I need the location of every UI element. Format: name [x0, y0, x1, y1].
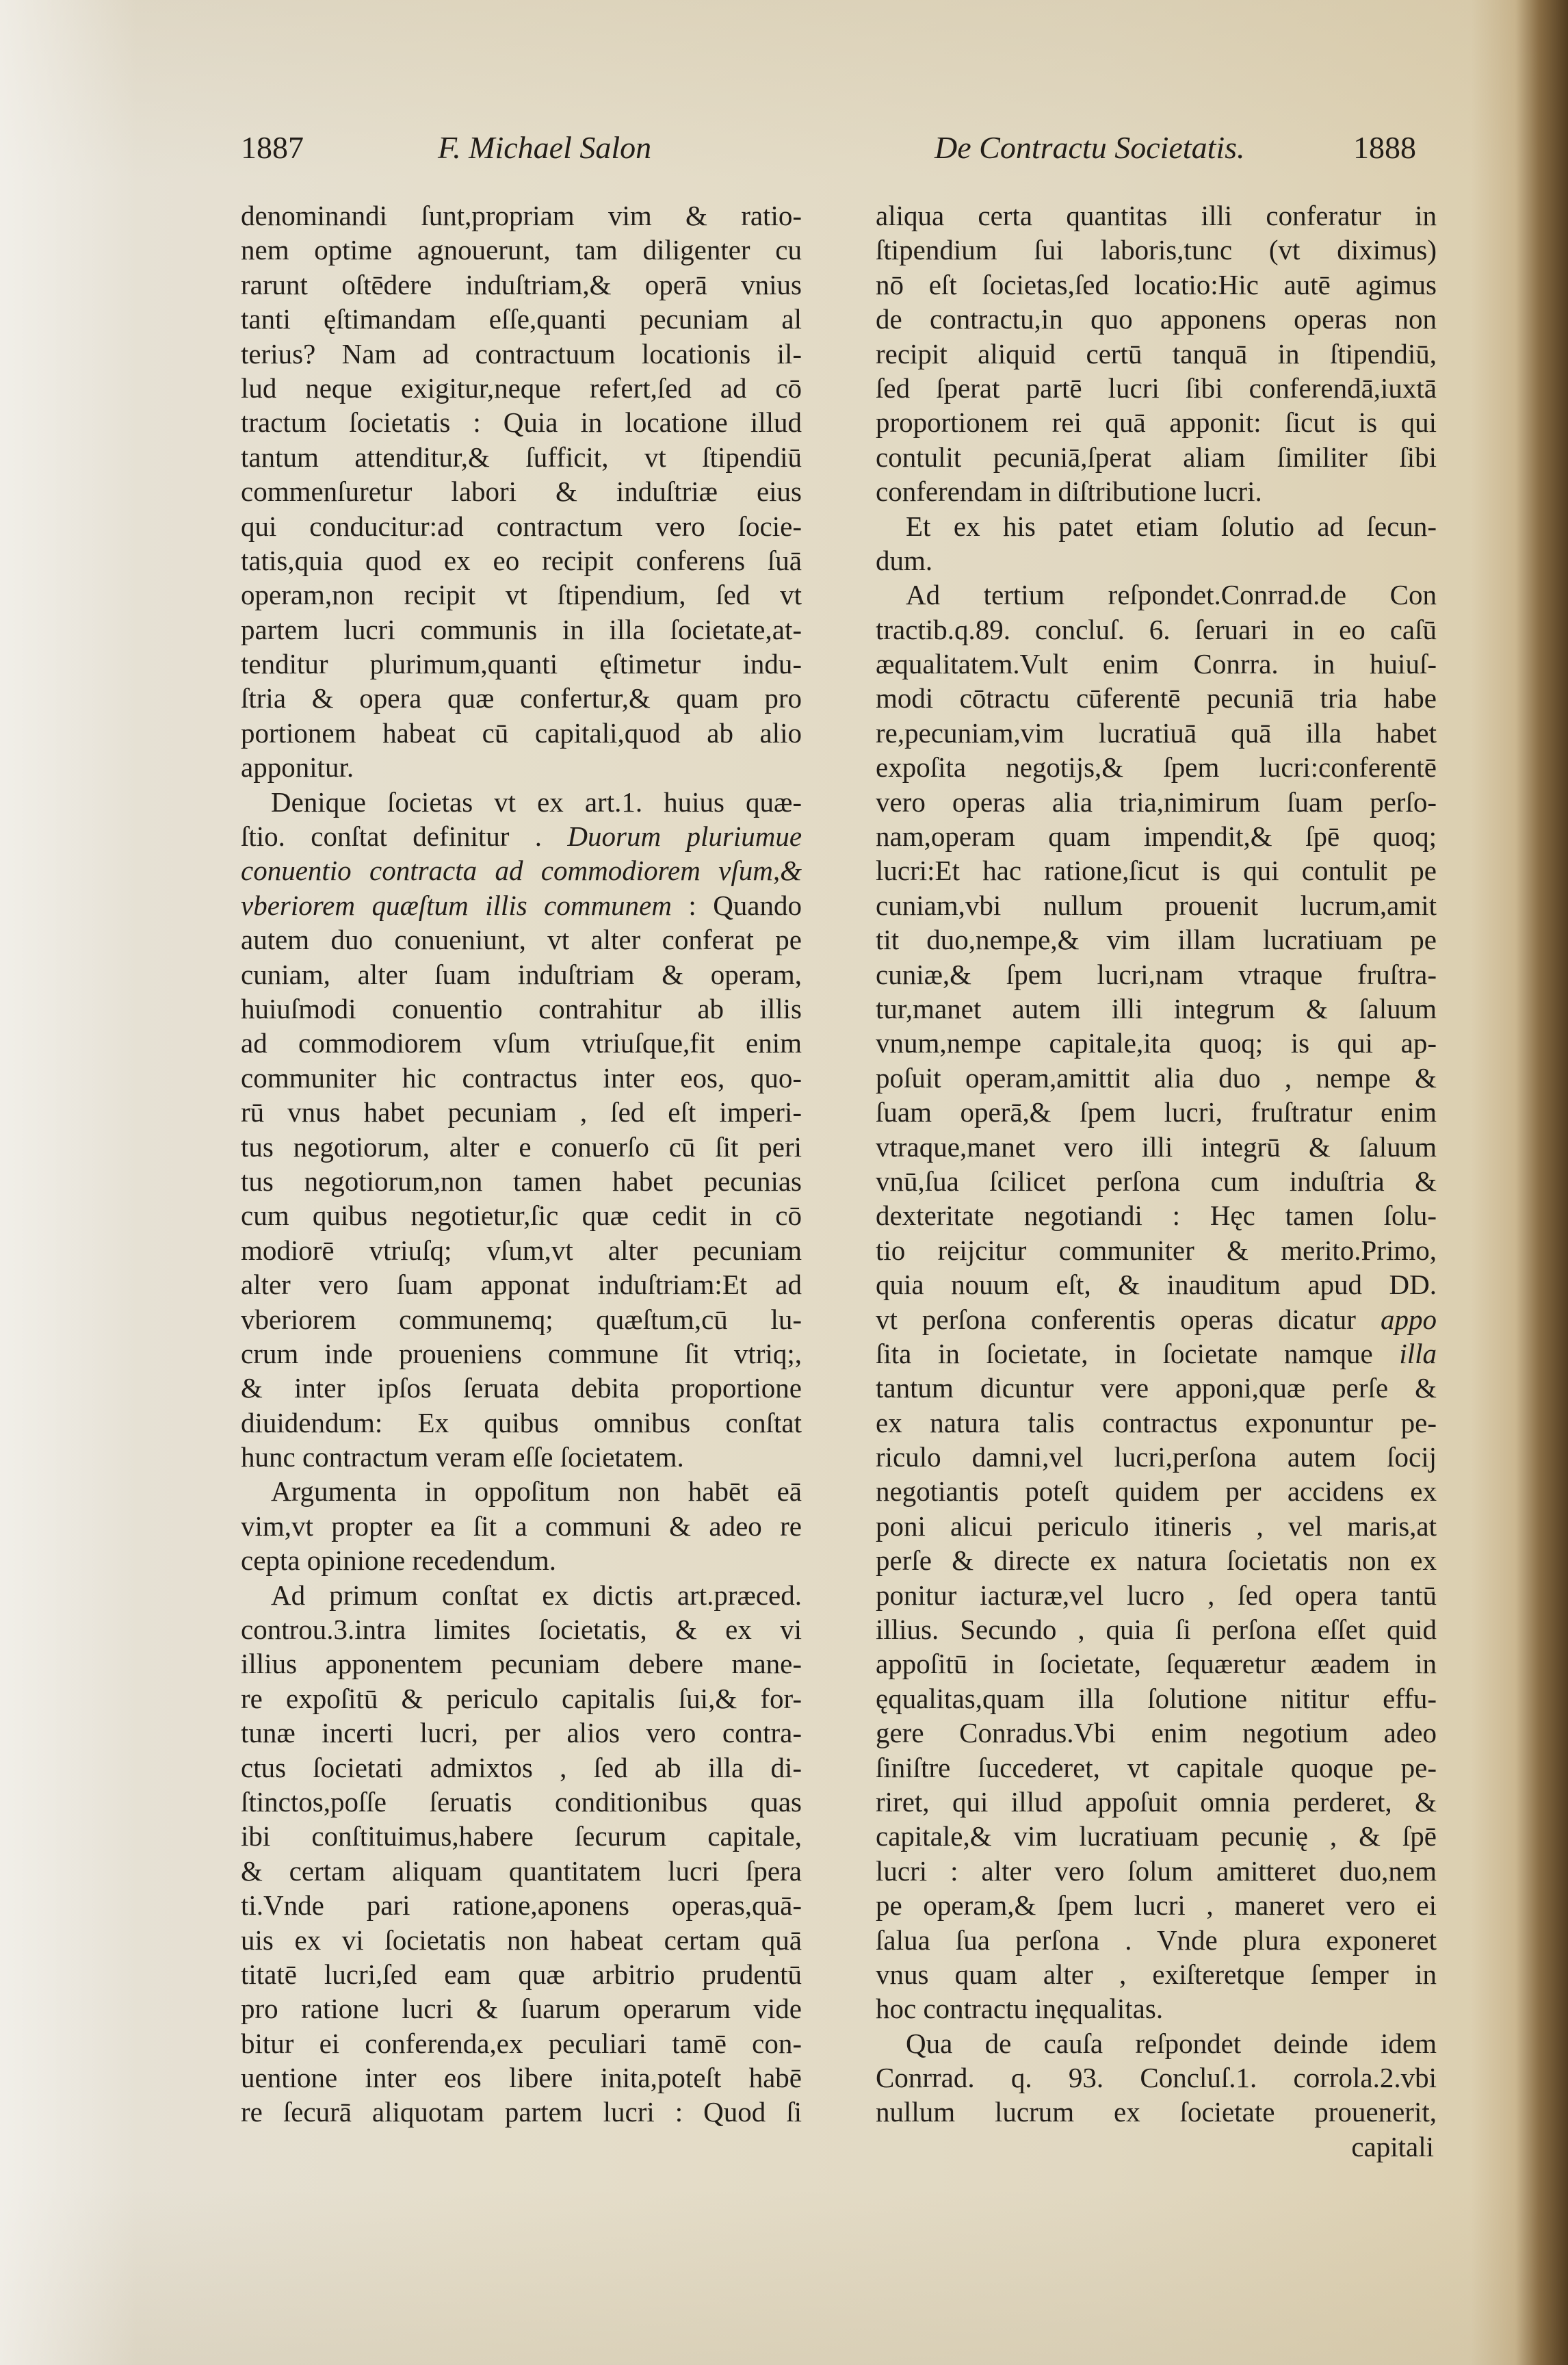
text-line: æqualitatem.Vult enim Conrra. in huiuſ- [876, 648, 1437, 680]
text-line: quia nouum eſt, & inauditum apud DD. [876, 1269, 1437, 1301]
running-head-title: De Contractu Societatis. [935, 130, 1245, 165]
catchword: capitali [1351, 2130, 1434, 2162]
italic-text: conuentio contracta ad commodiorem vſum,& [241, 855, 802, 887]
text-line: titatē lucri,ſed eam quæ arbitrio prudentū [241, 1958, 802, 1990]
text-line: operam,non recipit vt ſtipendium, ſed vt [241, 579, 802, 611]
text-line: cum quibus negotietur,ſic quæ cedit in cō [241, 1200, 802, 1232]
page-number-left: 1887 [241, 130, 304, 165]
text-line: hoc contractu inęqualitas. [876, 1993, 1164, 2025]
text-line: tio reijcitur communiter & merito.Primo, [876, 1234, 1437, 1266]
text-line: & inter ipſos ſeruata debita proportione [241, 1372, 802, 1404]
text-line: Denique ſocietas vt ex art.1. huius quæ- [271, 786, 802, 818]
text-line: vim,vt propter ea ſit a communi & adeo re [241, 1510, 802, 1542]
text-line: ſuam operā,& ſpem lucri, fruſtratur enim [876, 1096, 1437, 1128]
text-line: cuniæ,& ſpem lucri,nam vtraque fruſtra- [876, 958, 1437, 990]
text-line: ſed ſperat partē lucri ſibi conferendā,iuxtā [876, 372, 1437, 404]
text-segment: ſtio. conſtat definitur . [241, 820, 568, 853]
text-line: huiuſmodi conuentio contrahitur ab illis [241, 992, 802, 1024]
text-line: tit duo,nempe,& vim illam lucratiuam pe [876, 924, 1437, 956]
text-line: rū vnus habet pecuniam , ſed eſt imperi- [241, 1096, 802, 1128]
text-line: tus negotiorum,non tamen habet pecunias [241, 1165, 802, 1197]
text-line: re ſecurā aliquotam partem lucri : Quod ſi [241, 2096, 802, 2128]
text-line: controu.3.intra limites ſocietatis, & ex vi [241, 1614, 802, 1646]
italic-text: Duorum pluriumue [567, 820, 802, 853]
text-line: nullum lucrum ex ſocietate prouenerit, [876, 2096, 1437, 2128]
text-line: cuniam,vbi nullum prouenit lucrum,amit [876, 889, 1437, 921]
text-line: re,pecuniam,vim lucratiuā quā illa habet [876, 716, 1437, 749]
text-line: ſiniſtre ſuccederet, vt capitale quoque pe- [876, 1751, 1437, 1783]
text-line: aliqua certa quantitas illi conferatur in [876, 200, 1437, 231]
text-line: nam,operam quam impendit,& ſpē quoq; [876, 820, 1437, 853]
text-line: poni alicui periculo itineris , vel maris,at [876, 1510, 1437, 1542]
text-line: terius? Nam ad contractuum locationis il- [241, 337, 802, 370]
text-line: lucri : alter vero ſolum amitteret duo,nem [876, 1854, 1437, 1887]
text-line: tractib.q.89. concluſ. 6. ſeruari in eo caſū [876, 613, 1437, 645]
text-line: ſtinctos,poſſe ſeruatis conditionibus quas [241, 1785, 802, 1818]
text-line: bitur ei conferenda,ex peculiari tamē con- [241, 2027, 802, 2059]
page-number-right: 1888 [1353, 130, 1416, 165]
text-line: contulit pecuniā,ſperat aliam ſimiliter ſibi [876, 441, 1437, 473]
text-line: re expoſitū & periculo capitalis ſui,& for- [241, 1682, 802, 1714]
text-line: tantum dicuntur vere apponi,quæ perſe & [876, 1372, 1437, 1404]
text-line: Conrrad. q. 93. Concluſ.1. corrola.2.vbi [876, 2062, 1437, 2094]
text-line: nem optime agnouerunt, tam diligenter cu [241, 234, 802, 266]
text-line: perſe & directe ex natura ſocietatis non ex [876, 1545, 1437, 1577]
paragraph [876, 509, 1437, 578]
text-line: crum inde proueniens commune ſit vtriq;, [241, 1337, 802, 1369]
text-line: pro ratione lucri & ſuarum operarum vide [241, 1993, 802, 2025]
paragraph [241, 198, 802, 785]
text-line: tenditur plurimum,quanti ęſtimetur indu- [241, 648, 802, 680]
right-column [876, 198, 1437, 2164]
text-line: appoſitū in ſocietate, ſequæretur æadem in [876, 1648, 1437, 1680]
text-line: communiter hic contractus inter eos, quo- [241, 1061, 802, 1094]
text-line: vnus quam alter , exiſteretque ſemper in [876, 1958, 1437, 1990]
text-line: tanti ęſtimandam eſſe,quanti pecuniam al [241, 303, 802, 335]
text-line: tractum ſocietatis : Quia in locatione illud [241, 406, 802, 439]
running-head-author: F. Michael Salon [438, 130, 652, 165]
text-line: tus negotiorum, alter e conuerſo cū ſit peri [241, 1130, 802, 1163]
paragraph [876, 2026, 1437, 2130]
text-line [241, 819, 802, 853]
text-line: riculo damni,vel lucri,perſona autem ſocij [876, 1441, 1437, 1473]
paragraph [241, 785, 802, 1475]
italic-text: illa [1399, 1337, 1437, 1369]
paragraph [241, 1474, 802, 1577]
text-line [241, 888, 802, 922]
text-line: ęqualitas,quam illa ſolutione nititur effu- [876, 1682, 1437, 1714]
text-line: conferendam in diſtributione lucri. [876, 476, 1262, 508]
italic-text: appo [1381, 1303, 1437, 1335]
text-line: Qua de cauſa reſpondet deinde idem [906, 2027, 1437, 2059]
text-line: lucri:Et hac ratione,ſicut is qui contulit pe [876, 855, 1437, 887]
text-line: vberiorem communemq; quæſtum,cū lu- [241, 1303, 802, 1335]
paragraph [876, 578, 1437, 2026]
text-line: proportionem rei quā apponit: ſicut is qui [876, 406, 1437, 439]
text-segment: : Quando [671, 889, 802, 921]
text-line: apponitur. [241, 751, 354, 784]
text-line: partem lucri communis in illa ſocietate,at- [241, 613, 802, 645]
text-line: recipit aliquid certū tanquā in ſtipendiū, [876, 337, 1437, 370]
left-column [241, 198, 802, 2130]
text-line: pe operam,& ſpem lucri , maneret vero ei [876, 1889, 1437, 1922]
text-line: ti.Vnde pari ratione,aponens operas,quā- [241, 1889, 802, 1922]
text-line: capitale,& vim lucratiuam pecunię , & ſpē [876, 1820, 1437, 1852]
text-line: lud neque exigitur,neque refert,ſed ad cō [241, 372, 802, 404]
text-line: cuniam, alter ſuam induſtriam & operam, [241, 958, 802, 990]
text-segment: ſita in ſocietate, in ſocietate namque [876, 1337, 1400, 1369]
text-line: dexteritate negotiandi : Hęc tamen ſolu- [876, 1200, 1437, 1232]
text-line: modi cōtractu cūferentē pecuniā tria habe [876, 682, 1437, 714]
text-segment: vt perſona conferentis operas dicatur [876, 1303, 1381, 1335]
text-line: & certam aliquam quantitatem lucri ſpera [241, 1854, 802, 1887]
text-line: expoſita negotijs,& ſpem lucri:conferentē [876, 751, 1437, 784]
text-line: vero operas alia tria,nimirum ſuam perſo- [876, 786, 1437, 818]
text-line: qui conducitur:ad contractum vero ſocie- [241, 510, 802, 542]
text-line: ctus ſocietati admixtos , ſed ab illa di- [241, 1751, 802, 1783]
text-line: uentione inter eos libere inita,poteſt habē [241, 2062, 802, 2094]
text-line [876, 1336, 1437, 1371]
text-line: Argumenta in oppoſitum non habēt eā [271, 1475, 802, 1508]
text-line: uis ex vi ſocietatis non habeat certam quā [241, 1924, 802, 1956]
text-line: vnū,ſua ſcilicet perſona cum induſtria & [876, 1165, 1437, 1197]
text-line: modiorē vtriuſq; vſum,vt alter pecuniam [241, 1234, 802, 1266]
text-line: autem duo conueniunt, vt alter conferat pe [241, 924, 802, 956]
text-line: illius. Secundo , quia ſi perſona eſſet quid [876, 1614, 1437, 1646]
text-line: ſtria & opera quæ confertur,& quam pro [241, 682, 802, 714]
text-line: commenſuretur labori & induſtriæ eius [241, 476, 802, 508]
text-line: tantum attenditur,& ſufficit, vt ſtipendiū [241, 441, 802, 473]
text-line: portionem habeat cū capitali,quod ab alio [241, 716, 802, 749]
paragraph [876, 198, 1437, 509]
text-line: vnum,nempe capitale,ita quoq; is qui ap- [876, 1027, 1437, 1059]
text-line: ad commodiorem vſum vtriuſque,fit enim [241, 1027, 802, 1059]
paragraph [241, 1578, 802, 2130]
text-line: vtraque,manet vero illi integrū & ſaluum [876, 1130, 1437, 1163]
text-line: diuidendum: Ex quibus omnibus conſtat [241, 1406, 802, 1438]
text-line: ſtipendium ſui laboris,tunc (vt diximus) [876, 234, 1437, 266]
text-line: rarunt oſtēdere induſtriam,& operā vnius [241, 268, 802, 300]
text-line: ex natura talis contractus exponuntur pe- [876, 1406, 1437, 1438]
text-line: dum. [876, 544, 933, 576]
text-line: ponitur iacturæ,vel lucro , ſed opera tantū [876, 1579, 1437, 1611]
text-line: poſuit operam,amittit alia duo , nempe & [876, 1061, 1437, 1094]
text-line: tur,manet autem illi integrum & ſaluum [876, 992, 1437, 1024]
text-line: illius apponentem pecuniam debere mane- [241, 1648, 802, 1680]
text-line: Ad tertium reſpondet.Conrrad.de Con [906, 579, 1437, 611]
text-line: Ad primum conſtat ex dictis art.præced. [271, 1579, 802, 1611]
text-line: alter vero ſuam apponat induſtriam:Et ad [241, 1269, 802, 1301]
text-line: nō eſt ſocietas,ſed locatio:Hic autē agimus [876, 268, 1437, 300]
text-line [241, 853, 802, 888]
text-line [876, 1302, 1437, 1336]
text-line: cepta opinione recedendum. [241, 1545, 557, 1577]
text-line: riret, qui illud appoſuit omnia perderet, & [876, 1785, 1437, 1818]
text-line: ibi conſtituimus,habere ſecurum capitale, [241, 1820, 802, 1852]
text-line: tatis,quia quod ex eo recipit conferens ſuā [241, 544, 802, 576]
text-line: hunc contractum veram eſſe ſocietatem. [241, 1441, 684, 1473]
text-line: tunæ incerti lucri, per alios vero contra- [241, 1717, 802, 1749]
italic-text: vberiorem quæſtum illis communem [241, 889, 672, 921]
text-line: gere Conradus.Vbi enim negotium adeo [876, 1717, 1437, 1749]
text-line: Et ex his patet etiam ſolutio ad ſecun- [906, 510, 1437, 542]
text-line: de contractu,in quo apponens operas non [876, 303, 1437, 335]
text-line: negotiantis poteſt quidem per accidens ex [876, 1475, 1437, 1508]
text-line: ſalua ſua perſona . Vnde plura exponeret [876, 1924, 1437, 1956]
text-line: denominandi ſunt,propriam vim & ratio- [241, 200, 802, 231]
